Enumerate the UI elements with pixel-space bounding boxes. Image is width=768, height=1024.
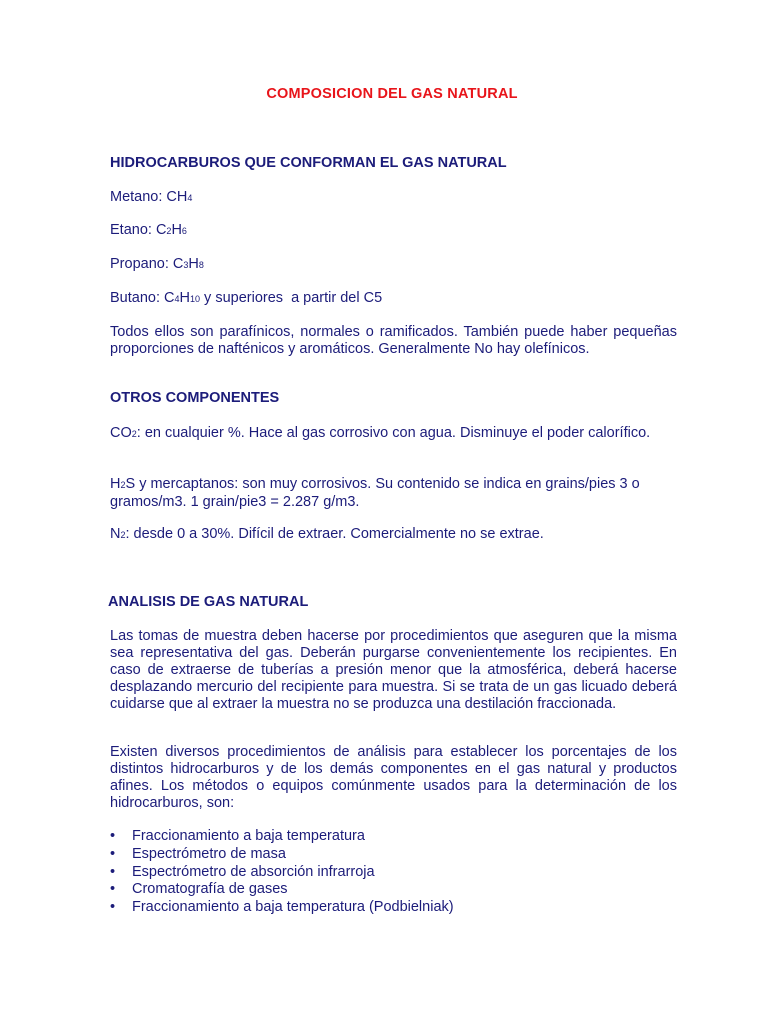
bullet-icon: • xyxy=(110,899,116,916)
analisis-paragraph-1: Las tomas de muestra deben hacerse por procedimientos que aseguren que la misma sea representativa del gas. Deberán purgarse convenientemente los recipientes. En caso de extraerse de tuberías a presión menor que la atmosférica, deberá hacerse desplazando mercurio del recipiente para muestra. Si se trata de un gas licuado deberá cuidarse que al extraer la muestra no se produzca una destilación fraccionada. xyxy=(110,628,677,712)
butano-subscript-h: 10 xyxy=(190,294,201,304)
h2s-paragraph xyxy=(110,476,680,511)
n2-label: N xyxy=(110,526,121,542)
list-item-text: Fraccionamiento a baja temperatura xyxy=(132,828,365,844)
list-item xyxy=(110,881,710,899)
methods-list xyxy=(110,828,710,917)
bullet-icon: • xyxy=(110,863,116,880)
hidrocarburos-paragraph: Todos ellos son parafínicos, normales o ramificados. También puede haber pequeñas proporciones de nafténicos y aromáticos. Generalmente No hay olefínicos. xyxy=(110,324,677,357)
butano-tail: y superiores a partir del C5 xyxy=(200,290,383,306)
bullet-icon: • xyxy=(110,881,116,898)
analisis-paragraph-2: Existen diversos procedimientos de análisis para establecer los porcentajes de los distintos hidrocarburos y de los demás componentes en el gas natural y productos afines. Los métodos o equipos comúnmente usados para la determinación de los hidrocarburos, son: xyxy=(110,744,677,811)
propano-line xyxy=(110,256,204,274)
butano-label: Butano: C xyxy=(110,290,175,306)
metano-label: Metano: CH xyxy=(110,189,188,205)
list-item xyxy=(110,828,710,846)
list-item xyxy=(110,899,710,917)
list-item-text: Fraccionamiento a baja temperatura (Podbielniak) xyxy=(132,899,454,916)
h2s-label: H xyxy=(110,476,121,492)
list-item-text: Espectrómetro de masa xyxy=(132,845,286,862)
metano-subscript: 4 xyxy=(187,193,193,203)
list-item xyxy=(110,846,710,864)
list-item-text: Espectrómetro de absorción infrarroja xyxy=(132,863,375,880)
list-item-text: Cromatografía de gases xyxy=(132,881,288,898)
co2-subscript: 2 xyxy=(131,429,137,439)
bullet-icon: • xyxy=(110,845,116,862)
h2s-text: S y mercaptanos: son muy corrosivos. Su contenido se indica en grains/pies 3 o gramos/m3. 1 grain/pie3 = 2.287 g/m3. xyxy=(110,476,640,510)
etano-label: Etano: C xyxy=(110,222,167,238)
list-item xyxy=(110,864,710,882)
h2s-subscript: 2 xyxy=(120,480,126,490)
co2-text: : en cualquier %. Hace al gas corrosivo con agua. Disminuye el poder calorífico. xyxy=(136,425,651,441)
etano-subscript-c: 2 xyxy=(166,226,172,236)
n2-paragraph xyxy=(110,526,677,544)
section-heading-hidrocarburos: HIDROCARBUROS QUE CONFORMAN EL GAS NATURAL xyxy=(110,155,507,171)
etano-h: H xyxy=(171,222,182,238)
propano-label: Propano: C xyxy=(110,256,184,272)
butano-line xyxy=(110,290,382,308)
section-heading-analisis: ANALISIS DE GAS NATURAL xyxy=(108,594,309,610)
section-heading-otros: OTROS COMPONENTES xyxy=(110,390,280,406)
etano-line xyxy=(110,222,187,240)
propano-h: H xyxy=(188,256,199,272)
n2-text: : desde 0 a 30%. Difícil de extraer. Comercialmente no se extrae. xyxy=(125,526,544,542)
etano-subscript-h: 6 xyxy=(181,226,187,236)
propano-subscript-h: 8 xyxy=(198,260,204,270)
propano-subscript-c: 3 xyxy=(183,260,189,270)
bullet-icon: • xyxy=(110,828,116,844)
n2-subscript: 2 xyxy=(120,530,126,540)
co2-label: CO xyxy=(110,425,132,441)
butano-subscript-c: 4 xyxy=(174,294,180,304)
co2-paragraph xyxy=(110,425,677,443)
metano-line xyxy=(110,189,192,207)
butano-h: H xyxy=(179,290,190,306)
document-title: COMPOSICION DEL GAS NATURAL xyxy=(266,86,518,102)
